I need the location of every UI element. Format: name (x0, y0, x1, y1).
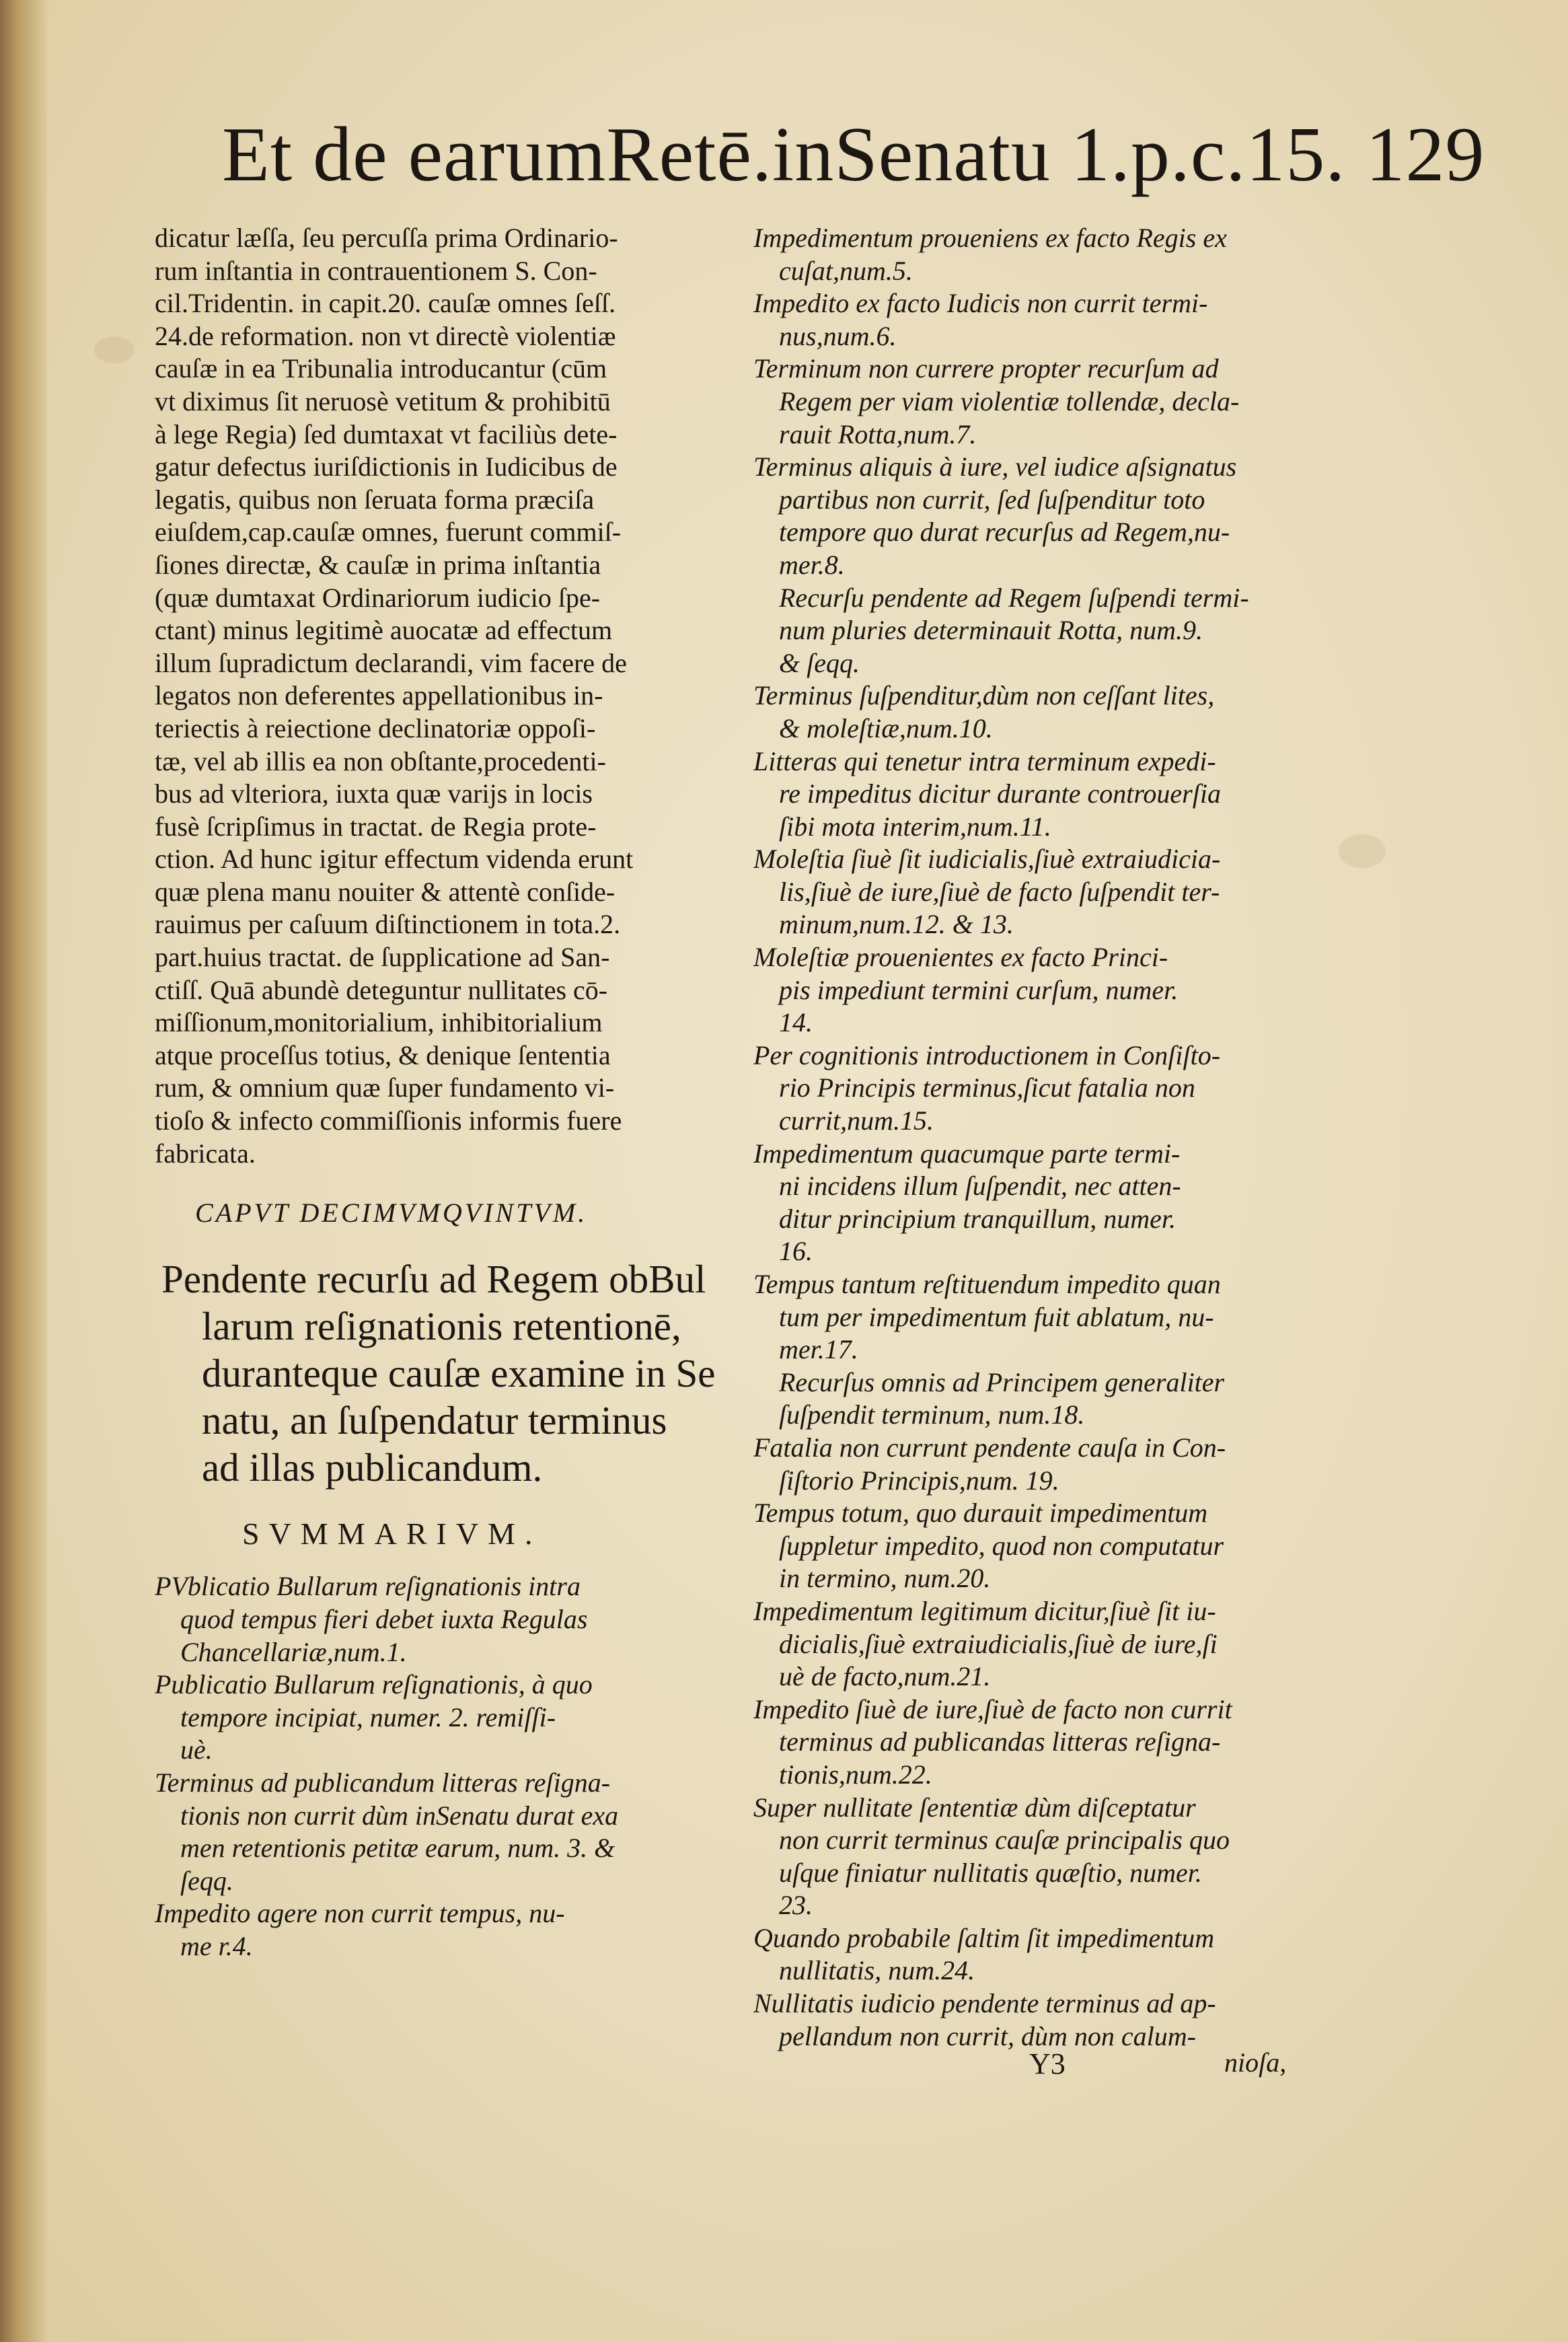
summary-list (155, 1570, 733, 1963)
summary-line: Impedito agere non currit tempus, nu- (155, 1898, 565, 1929)
text-line: gatur defectus iuriſdictionis in Iudicibus de (155, 451, 618, 482)
summary-line: pellandum non currit, dùm non calum- (779, 2020, 1196, 2051)
text-line: (quæ dumtaxat Ordinariorum iudicio ſpe- (155, 582, 601, 613)
chapter-title (161, 1255, 733, 1491)
text-line: à lege Regia) ſed dumtaxat vt faciliùs dete- (155, 418, 618, 449)
summary-line: Tempus totum, quo durauit impedimentum (753, 1498, 1208, 1529)
summary-line: Impedimentum legitimum dicitur,ſiuè ſit iu- (753, 1595, 1216, 1626)
text-line: part.huius tractat. de ſupplicatione ad San- (155, 942, 610, 973)
text-line: bus ad vlteriora, iuxta quæ varijs in locis (155, 778, 593, 809)
summary-line: uſque finiatur nullitatis quæſtio, numer. (779, 1857, 1202, 1888)
summary-line: & moleſtiæ,num.10. (779, 712, 993, 743)
text-line: tioſo & infecto commiſſionis informis fuere (155, 1105, 622, 1136)
summary-line: 23. (779, 1890, 813, 1921)
stain (94, 336, 135, 363)
right-column (753, 222, 1345, 2053)
summary-line: ni incidens illum ſuſpendit, nec atten- (779, 1171, 1181, 1202)
summary-line: Impedito ſiuè de iure,ſiuè de facto non currit (753, 1693, 1232, 1724)
summary-line: tionis,num.22. (779, 1759, 932, 1790)
summary-line: Chancellariæ,num.1. (180, 1636, 407, 1667)
summarium-heading: SVMMARIVM. (242, 1516, 542, 1551)
summary-line: Tempus tantum reſtituendum impedito quan (753, 1269, 1221, 1299)
text-line: eiuſdem,cap.cauſæ omnes, fuerunt commiſ- (155, 517, 622, 548)
text-line: fabricata. (155, 1138, 256, 1169)
summary-line: partibus non currit, ſed ſuſpenditur toto (779, 484, 1205, 515)
title-line: larum reſignationis retentionē, (202, 1303, 681, 1348)
summary-line: quod tempus fieri debet iuxta Regulas (180, 1604, 588, 1634)
summary-line: men retentionis petitæ earum, num. 3. & (180, 1833, 615, 1864)
text-line: miſſionum,monitorialium, inhibitorialium (155, 1007, 603, 1038)
summary-line: Terminus ad publicandum litteras reſigna- (155, 1767, 611, 1798)
binding-gutter (0, 0, 47, 2342)
title-line: ad illas publicandum. (202, 1444, 543, 1490)
text-line: rum inſtantia in contrauentionem S. Con- (155, 255, 597, 286)
summary-line: Terminus ſuſpenditur,dùm non ceſſant lites, (753, 680, 1215, 711)
summary-line: me r.4. (180, 1930, 253, 1961)
summary-line: mer.17. (779, 1334, 858, 1365)
text-line: rauimus per caſuum diſtinctionem in tota.2. (155, 909, 621, 940)
summary-line: 16. (779, 1236, 813, 1267)
summary-line: Terminus aliquis à iure, vel iudice aſsignatus (753, 451, 1237, 482)
summary-line: Litteras qui tenetur intra terminum expedi- (753, 745, 1216, 776)
summary-line: re impeditus dicitur durante controuerſia (779, 778, 1221, 809)
text-line: vt diximus ſit neruosè vetitum & prohibitū (155, 386, 611, 416)
summary-line: nus,num.6. (779, 320, 897, 351)
summary-line: tionis non currit dùm inSenatu durat exa (180, 1800, 619, 1831)
summary-line: mer.8. (779, 549, 845, 580)
summary-line: ſeqq. (180, 1865, 233, 1896)
stain (1339, 834, 1386, 868)
summary-line: ſuppletur impedito, quod non computatur (779, 1530, 1224, 1561)
text-line: ction. Ad hunc igitur effectum videnda erunt (155, 844, 634, 875)
summary-line: uè. (180, 1734, 213, 1765)
summary-line: Recurſu pendente ad Regem ſuſpendi termi- (779, 582, 1249, 613)
summary-line: 14. (779, 1007, 813, 1038)
summary-line: nullitatis, num.24. (779, 1955, 975, 1986)
text-line: dicatur læſſa, ſeu percuſſa prima Ordinario- (155, 223, 618, 253)
summary-line: tempore quo durat recurſus ad Regem,nu- (779, 517, 1230, 548)
text-line: tæ, vel ab illis ea non obſtante,procedenti- (155, 745, 606, 776)
text-line: fusè ſcripſimus in tractat. de Regia prote- (155, 811, 597, 842)
text-line: ctiſſ. Quā abundè deteguntur nullitates cō- (155, 974, 608, 1005)
summary-line: ditur principium tranquillum, numer. (779, 1203, 1177, 1234)
summary-line: in termino, num.20. (779, 1563, 991, 1594)
summary-line: Super nullitate ſententiæ dùm diſceptatur (753, 1792, 1196, 1823)
catchword: nioſa, (1224, 2047, 1287, 2078)
summary-line: dicialis,ſiuè extraiudicialis,ſiuè de iure,ſi (779, 1628, 1218, 1659)
text-line: atque proceſſus totius, & denique ſententia (155, 1039, 611, 1070)
text-line: ſiones directæ, & cauſæ in prima inſtantia (155, 549, 601, 580)
text-line: quæ plena manu nouiter & attentè conſide- (155, 876, 615, 907)
chapter-heading: CAPVT DECIMVMQVINTVM. (195, 1198, 588, 1229)
text-line: legatos non deferentes appellationibus in- (155, 680, 603, 711)
main-text (155, 222, 733, 1170)
text-line: ctant) minus legitimè auocatæ ad effectum (155, 615, 613, 646)
summary-line: tum per impedimentum fuit ablatum, nu- (779, 1301, 1214, 1332)
summary-line: Quando probabile ſaltim ſit impedimentum (753, 1922, 1215, 1953)
summary-line: cuſat,num.5. (779, 255, 913, 286)
text-line: cauſæ in ea Tribunalia introducantur (cūm (155, 353, 607, 384)
text-line: legatis, quibus non ſeruata forma præciſa (155, 484, 595, 515)
summary-line: rauit Rotta,num.7. (779, 418, 977, 449)
summary-line: rio Principis terminus,ſicut fatalia non (779, 1072, 1195, 1103)
summary-line: Fatalia non currunt pendente cauſa in Con- (753, 1432, 1226, 1463)
summary-line: ſuſpendit terminum, num.18. (779, 1399, 1085, 1430)
summary-line: Moleſtiæ prouenientes ex facto Princi- (753, 942, 1168, 973)
summary-line: uè de facto,num.21. (779, 1661, 991, 1692)
running-head: Et de earumRetē.inSenatu 1.p.c.15. 129 (222, 112, 1485, 198)
left-column (155, 222, 733, 1963)
summary-line: Publicatio Bullarum reſignationis, à quo (155, 1669, 593, 1700)
summary-line: Impedimentum quacumque parte termi- (753, 1138, 1181, 1169)
summary-line: Terminum non currere propter recurſum ad (753, 353, 1219, 384)
text-line: rum, & omnium quæ ſuper fundamento vi- (155, 1072, 615, 1103)
summary-line: Regem per viam violentiæ tollendæ, decla- (779, 386, 1240, 416)
summary-line: Impedimentum proueniens ex facto Regis ex (753, 223, 1227, 253)
summary-line: tempore incipiat, numer. 2. remiſſi- (180, 1701, 556, 1732)
summary-line: currit,num.15. (779, 1105, 934, 1136)
summary-line: Recurſus omnis ad Principem generaliter (779, 1366, 1225, 1397)
summary-line: lis,ſiuè de iure,ſiuè de facto ſuſpendit ter- (779, 876, 1220, 907)
summary-line: & ſeqq. (779, 647, 860, 678)
summary-line: non currit terminus cauſæ principalis quo (779, 1825, 1230, 1856)
summary-line: Per cognitionis introductionem in Conſiſto- (753, 1039, 1221, 1070)
title-line: Pendente recurſu ad Regem obBul (161, 1256, 706, 1301)
text-line: cil.Tridentin. in capit.20. cauſæ omnes ſeſſ. (155, 288, 616, 319)
summary-line: ſiſtorio Principis,num. 19. (779, 1465, 1059, 1496)
summary-line: Impedito ex facto Iudicis non currit termi- (753, 288, 1208, 319)
text-line: 24.de reformation. non vt directè violentiæ (155, 320, 616, 351)
text-line: teriectis à reiectione declinatoriæ oppoſi- (155, 712, 596, 743)
text-line: illum ſupradictum declarandi, vim facere de (155, 647, 627, 678)
title-line: duranteque cauſæ examine in Se (202, 1350, 716, 1395)
summary-line: pis impediunt termini curſum, numer. (779, 974, 1179, 1005)
summary-line: Moleſtia ſiuè ſit iudicialis,ſiuè extraiudicia- (753, 844, 1221, 875)
summary-line: num pluries determinauit Rotta, num.9. (779, 615, 1203, 646)
signature-mark: Y3 (1029, 2047, 1066, 2080)
summary-line: Nullitatis iudicio pendente terminus ad ap- (753, 1988, 1216, 2019)
summary-line: PVblicatio Bullarum reſignationis intra (155, 1571, 581, 1602)
title-line: natu, an ſuſpendatur terminus (202, 1397, 667, 1442)
summary-line: ſibi mota interim,num.11. (779, 811, 1051, 842)
summary-line: minum,num.12. & 13. (779, 909, 1014, 940)
summary-line: terminus ad publicandas litteras reſigna- (779, 1726, 1221, 1757)
